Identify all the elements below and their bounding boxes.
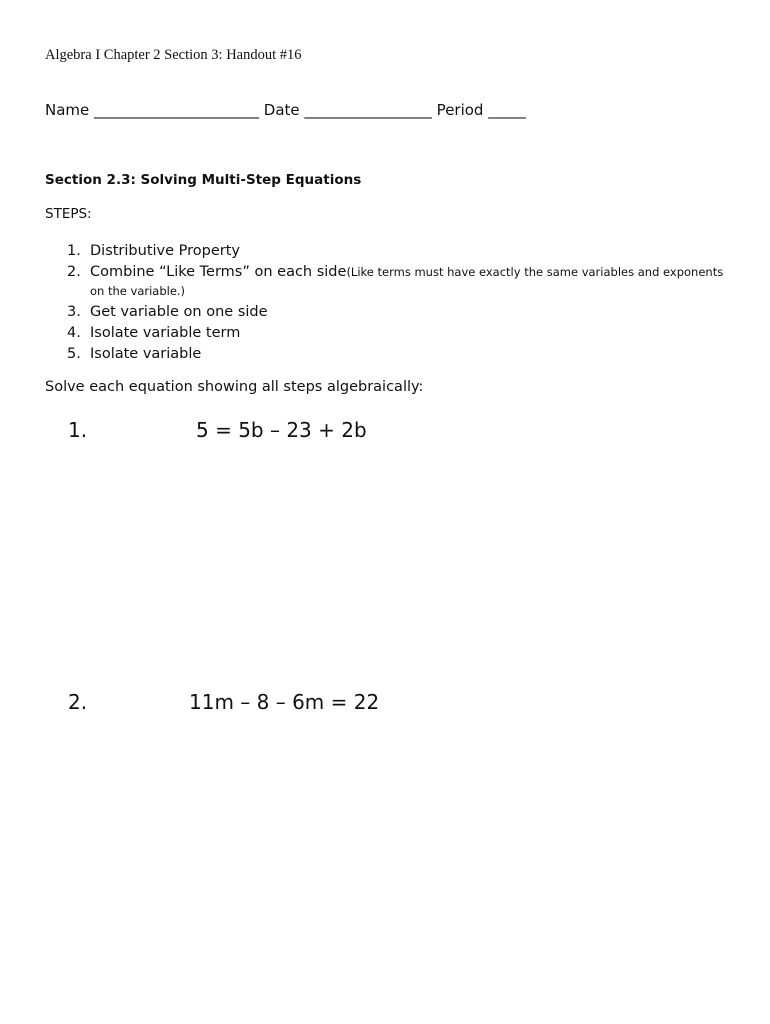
step-number: 1.: [67, 243, 81, 259]
section-title: Section 2.3: Solving Multi-Step Equations: [45, 172, 362, 188]
problem-2-number: 2.: [68, 690, 88, 714]
step-number: 2.: [67, 264, 81, 280]
step-item: [67, 262, 723, 283]
steps-list: [67, 241, 723, 365]
step-text: Combine “Like Terms” on each side: [90, 264, 347, 280]
step-note: (Like terms must have exactly the same variables and exponents: [346, 265, 724, 279]
step-number: 3.: [67, 304, 81, 320]
step-number: 4.: [67, 325, 81, 341]
instructions: Solve each equation showing all steps algebraically:: [45, 379, 424, 395]
name-date-period-line: Name ______________________ Date _________________ Period _____: [45, 101, 526, 119]
step-text: Get variable on one side: [90, 304, 268, 320]
handout-header: Algebra I Chapter 2 Section 3: Handout #16: [45, 47, 302, 63]
step-text: Distributive Property: [90, 243, 240, 259]
step-item: [67, 344, 723, 365]
step-item: [67, 302, 723, 323]
steps-heading: STEPS:: [45, 206, 92, 222]
problem-1-number: 1.: [68, 418, 88, 442]
step-item: [67, 241, 723, 262]
step-text: Isolate variable: [90, 346, 202, 362]
step-text: Isolate variable term: [90, 325, 241, 341]
step-note-continuation: on the variable.): [90, 284, 186, 298]
problem-2-equation: 11m – 8 – 6m = 22: [189, 690, 380, 714]
step-item: [67, 323, 723, 344]
problem-1-equation: 5 = 5b – 23 + 2b: [196, 418, 367, 442]
step-number: 5.: [67, 346, 81, 362]
